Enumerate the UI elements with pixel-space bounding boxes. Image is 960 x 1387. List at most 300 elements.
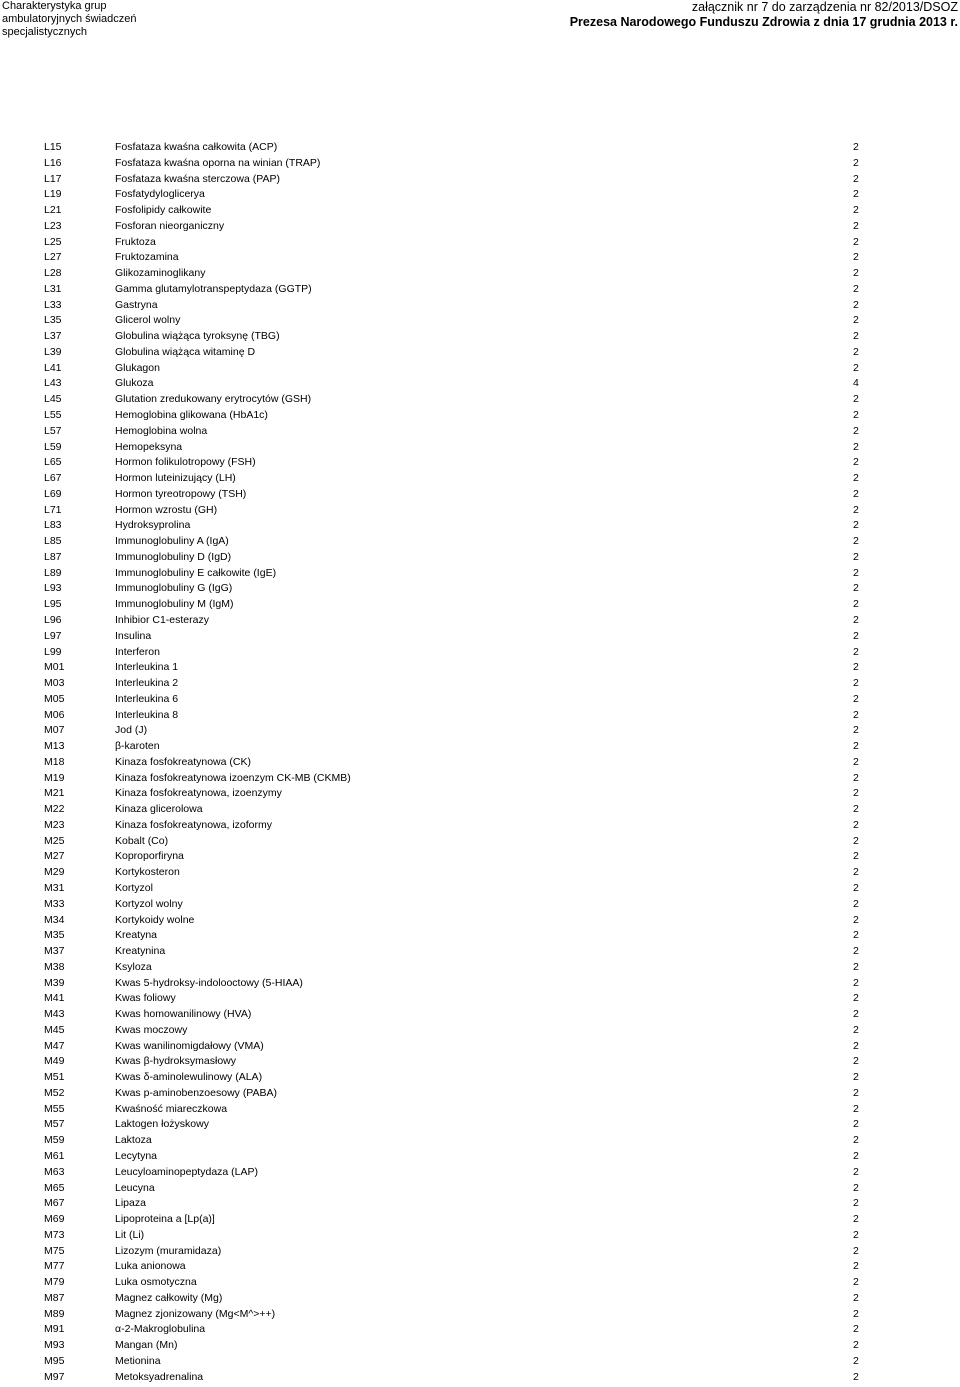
row-value: 2 (853, 440, 859, 453)
row-name: Kortykosteron (115, 866, 180, 879)
table-row (0, 834, 960, 850)
row-name: Inhibior C1-esterazy (115, 613, 209, 626)
table-row (0, 392, 960, 408)
row-code: M23 (44, 818, 65, 831)
row-value: 2 (853, 1339, 859, 1352)
row-name: Kortyzol (115, 881, 153, 894)
table-row (0, 1070, 960, 1086)
row-code: L93 (44, 582, 62, 595)
row-value: 2 (853, 1086, 859, 1099)
row-name: Luka osmotyczna (115, 1276, 197, 1289)
row-code: M63 (44, 1165, 65, 1178)
table-row (0, 692, 960, 708)
row-code: M65 (44, 1181, 65, 1194)
row-code: M55 (44, 1102, 65, 1115)
row-name: Hormon luteinizujący (LH) (115, 472, 236, 485)
row-code: L69 (44, 487, 62, 500)
table-row (0, 424, 960, 440)
table-row (0, 786, 960, 802)
row-code: L55 (44, 409, 62, 422)
table-row (0, 818, 960, 834)
row-name: Hormon tyreotropowy (TSH) (115, 487, 247, 500)
row-name: Fosfataza kwaśna sterczowa (PAP) (115, 172, 280, 185)
row-value: 2 (853, 1008, 859, 1021)
row-code: M59 (44, 1134, 65, 1147)
row-code: M79 (44, 1276, 65, 1289)
row-code: M22 (44, 803, 65, 816)
row-name: Mangan (Mn) (115, 1339, 178, 1352)
row-name: Jod (J) (115, 724, 148, 737)
table-row (0, 928, 960, 944)
row-code: L35 (44, 314, 62, 327)
row-code: L71 (44, 503, 62, 516)
table-row (0, 581, 960, 597)
row-name: Kwaśność miareczkowa (115, 1102, 228, 1115)
table-row (0, 187, 960, 203)
row-value: 2 (853, 1276, 859, 1289)
row-code: L17 (44, 172, 62, 185)
row-code: M13 (44, 740, 65, 753)
row-value: 2 (853, 156, 859, 169)
table-row (0, 376, 960, 392)
row-value: 2 (853, 1228, 859, 1241)
row-name: Interleukina 6 (115, 692, 179, 705)
row-code: M61 (44, 1150, 65, 1162)
row-value: 2 (853, 1150, 859, 1162)
row-value: 2 (853, 645, 859, 658)
table-row (0, 140, 960, 156)
row-value: 2 (853, 267, 859, 280)
row-name: Globulina wiążąca tyroksynę (TBG) (115, 330, 280, 343)
row-code: M75 (44, 1244, 65, 1257)
row-name: Immunoglobuliny A (IgA) (115, 535, 229, 548)
table-row (0, 1165, 960, 1181)
table-row (0, 897, 960, 913)
row-name: Ksyloza (115, 960, 152, 973)
row-name: Lipaza (115, 1197, 146, 1210)
row-name: Kwas δ-aminolewulinowy (ALA) (115, 1071, 263, 1084)
row-name: Glikozaminoglikany (115, 267, 206, 280)
row-value: 2 (853, 393, 859, 406)
table-row (0, 487, 960, 503)
row-name: Magnez całkowity (Mg) (115, 1291, 223, 1304)
row-code: L43 (44, 377, 62, 390)
row-name: Hydroksyprolina (115, 519, 191, 532)
table-row (0, 455, 960, 471)
row-name: Kortykoidy wolne (115, 913, 195, 926)
row-name: Lizozym (muramidaza) (115, 1244, 222, 1257)
row-value: 2 (853, 172, 859, 185)
row-code: M67 (44, 1197, 65, 1210)
row-code: L33 (44, 298, 62, 311)
row-code: L95 (44, 598, 62, 611)
row-name: Gamma glutamylotranspeptydaza (GGTP) (115, 282, 312, 295)
table-row (0, 944, 960, 960)
row-value: 2 (853, 613, 859, 626)
row-code: M57 (44, 1118, 65, 1131)
row-code: M97 (44, 1370, 65, 1383)
row-value: 2 (853, 582, 859, 595)
table-row (0, 1291, 960, 1307)
table-row (0, 298, 960, 314)
row-name: Kwas wanilinomigdałowy (VMA) (115, 1039, 264, 1052)
row-name: Kwas β-hydroksymasłowy (115, 1055, 236, 1068)
row-value: 2 (853, 755, 859, 768)
row-value: 2 (853, 456, 859, 469)
row-name: Interleukina 2 (115, 677, 179, 690)
row-code: M37 (44, 945, 65, 958)
table-row (0, 1354, 960, 1370)
row-name: Glukoza (115, 377, 154, 390)
row-name: Metionina (115, 1354, 161, 1367)
row-code: M29 (44, 866, 65, 879)
table-row (0, 1259, 960, 1275)
row-value: 2 (853, 1165, 859, 1178)
issuer-and-date: Prezesa Narodowego Funduszu Zdrowia z dnia 17 grudnia 2013 r. (569, 15, 958, 29)
row-code: L65 (44, 456, 62, 469)
table-row (0, 1322, 960, 1338)
document-header-right (570, 0, 958, 30)
table-row (0, 361, 960, 377)
row-code: L83 (44, 519, 62, 532)
table-row (0, 345, 960, 361)
row-value: 2 (853, 1071, 859, 1084)
table-row (0, 597, 960, 613)
table-row (0, 266, 960, 282)
row-code: L37 (44, 330, 62, 343)
header-left-line-2: ambulatoryjnych świadczeń (2, 13, 137, 25)
row-name: Kwas moczowy (115, 1023, 188, 1036)
table-row (0, 1149, 960, 1165)
attachment-reference: załącznik nr 7 do zarządzenia nr 82/2013/DSOZ (691, 0, 958, 14)
table-row (0, 156, 960, 172)
row-code: L23 (44, 219, 62, 232)
row-code: L41 (44, 361, 62, 374)
row-name: Interleukina 1 (115, 661, 179, 674)
table-row (0, 534, 960, 550)
row-code: M07 (44, 724, 65, 737)
row-name: Gastryna (115, 298, 158, 311)
table-row (0, 976, 960, 992)
row-code: M18 (44, 755, 65, 768)
row-code: M45 (44, 1023, 65, 1036)
row-value: 2 (853, 787, 859, 800)
row-name: Hemopeksyna (115, 440, 183, 453)
row-value: 2 (853, 141, 859, 153)
row-code: L96 (44, 613, 62, 626)
row-code: L97 (44, 629, 62, 642)
row-name: Kwas foliowy (115, 992, 176, 1005)
row-name: Kwas homowanilinowy (HVA) (115, 1008, 252, 1021)
row-name: β-karoten (115, 740, 160, 753)
row-code: M34 (44, 913, 65, 926)
row-name: Luka anionowa (115, 1260, 186, 1273)
row-value: 2 (853, 692, 859, 705)
row-value: 2 (853, 629, 859, 642)
row-name: Immunoglobuliny D (IgD) (115, 550, 232, 563)
row-code: L89 (44, 566, 62, 579)
row-value: 2 (853, 960, 859, 973)
row-code: L57 (44, 424, 62, 437)
row-code: M51 (44, 1071, 65, 1084)
table-row (0, 881, 960, 897)
table-row (0, 865, 960, 881)
row-value: 2 (853, 219, 859, 232)
row-value: 2 (853, 424, 859, 437)
row-value: 2 (853, 566, 859, 579)
row-name: Kreatynina (115, 945, 166, 958)
row-name: Immunoglobuliny E całkowite (IgE) (115, 566, 277, 579)
table-row (0, 739, 960, 755)
row-value: 2 (853, 503, 859, 516)
row-name: Lit (Li) (115, 1228, 145, 1241)
table-row (0, 849, 960, 865)
row-code: M93 (44, 1339, 65, 1352)
row-code: M33 (44, 897, 65, 910)
table-row (0, 1086, 960, 1102)
table-row (0, 235, 960, 251)
table-row (0, 1023, 960, 1039)
table-row (0, 408, 960, 424)
row-name: Fosfataza kwaśna całkowita (ACP) (115, 141, 278, 153)
row-name: Kwas 5-hydroksy-indolooctowy (5-HIAA) (115, 976, 303, 989)
row-value: 2 (853, 598, 859, 611)
row-code: M89 (44, 1307, 65, 1320)
row-value: 2 (853, 1370, 859, 1383)
table-row (0, 1054, 960, 1070)
row-value: 2 (853, 1102, 859, 1115)
row-code: L45 (44, 393, 62, 406)
row-code: M31 (44, 881, 65, 894)
row-value: 2 (853, 992, 859, 1005)
row-name: Laktogen łożyskowy (115, 1118, 209, 1131)
table-row (0, 660, 960, 676)
table-row (0, 503, 960, 519)
row-value: 2 (853, 235, 859, 248)
row-code: M05 (44, 692, 65, 705)
table-row (0, 518, 960, 534)
table-row (0, 329, 960, 345)
row-name: Insulina (115, 629, 152, 642)
row-code: M38 (44, 960, 65, 973)
row-code: M73 (44, 1228, 65, 1241)
row-code: L59 (44, 440, 62, 453)
row-name: Kortyzol wolny (115, 897, 183, 910)
row-name: Immunoglobuliny G (IgG) (115, 582, 233, 595)
row-code: M52 (44, 1086, 65, 1099)
row-value: 2 (853, 1055, 859, 1068)
table-row (0, 1133, 960, 1149)
table-row (0, 282, 960, 298)
table-row (0, 802, 960, 818)
row-name: Laktoza (115, 1134, 152, 1147)
row-value: 2 (853, 550, 859, 563)
table-row (0, 1039, 960, 1055)
row-value: 2 (853, 1213, 859, 1226)
row-name: Glutation zredukowany erytrocytów (GSH) (115, 393, 312, 406)
row-name: Hormon wzrostu (GH) (115, 503, 218, 516)
row-value: 2 (853, 1181, 859, 1194)
row-name: Fosfatydyloglicerya (115, 188, 205, 201)
row-code: M03 (44, 677, 65, 690)
row-value: 2 (853, 487, 859, 500)
row-value: 2 (853, 945, 859, 958)
row-code: L21 (44, 204, 62, 217)
row-code: L39 (44, 345, 62, 358)
row-code: L99 (44, 645, 62, 658)
row-code: M77 (44, 1260, 65, 1273)
row-code: M69 (44, 1213, 65, 1226)
row-code: M21 (44, 787, 65, 800)
table-row (0, 1244, 960, 1260)
row-value: 2 (853, 282, 859, 295)
row-code: L87 (44, 550, 62, 563)
table-row (0, 629, 960, 645)
table-row (0, 991, 960, 1007)
row-name: Metoksyadrenalina (115, 1370, 204, 1383)
row-name: Hemoglobina wolna (115, 424, 208, 437)
row-value: 2 (853, 298, 859, 311)
row-value: 2 (853, 330, 859, 343)
table-row (0, 960, 960, 976)
table-row (0, 250, 960, 266)
row-name: Fosfataza kwaśna oporna na winian (TRAP) (115, 156, 321, 169)
row-name: Fruktoza (115, 235, 156, 248)
row-name: Glicerol wolny (115, 314, 181, 327)
row-name: Kobalt (Co) (115, 834, 169, 847)
row-value: 2 (853, 677, 859, 690)
row-value: 2 (853, 803, 859, 816)
row-code: M49 (44, 1055, 65, 1068)
table-row (0, 203, 960, 219)
row-name: Fruktozamina (115, 251, 179, 264)
row-value: 2 (853, 866, 859, 879)
row-code: M27 (44, 850, 65, 863)
row-code: L31 (44, 282, 62, 295)
row-value: 2 (853, 724, 859, 737)
table-row (0, 566, 960, 582)
row-code: L27 (44, 251, 62, 264)
table-row (0, 1117, 960, 1133)
row-name: Interferon (115, 645, 160, 658)
row-name: Hemoglobina glikowana (HbA1c) (115, 409, 268, 422)
row-value: 2 (853, 661, 859, 674)
row-name: Fosforan nieorganiczny (115, 219, 225, 232)
row-value: 2 (853, 204, 859, 217)
row-code: M91 (44, 1323, 65, 1336)
table-row (0, 708, 960, 724)
table-row (0, 771, 960, 787)
header-left-line-3: specjalistycznych (2, 26, 87, 38)
table-row (0, 913, 960, 929)
table-row (0, 755, 960, 771)
table-row (0, 1102, 960, 1118)
row-value: 2 (853, 1118, 859, 1131)
table-row (0, 723, 960, 739)
table-row (0, 1370, 960, 1386)
row-value: 2 (853, 409, 859, 422)
row-name: Glukagon (115, 361, 160, 374)
row-value: 2 (853, 1023, 859, 1036)
row-value: 2 (853, 850, 859, 863)
row-value: 2 (853, 818, 859, 831)
row-name: Leucyna (115, 1181, 155, 1194)
row-value: 2 (853, 1244, 859, 1257)
row-code: M35 (44, 929, 65, 942)
procedure-table (0, 140, 960, 1385)
row-name: Kinaza glicerolowa (115, 803, 203, 816)
row-code: M47 (44, 1039, 65, 1052)
row-code: L28 (44, 267, 62, 280)
row-code: M39 (44, 976, 65, 989)
row-code: M87 (44, 1291, 65, 1304)
row-name: Lipoproteina a [Lp(a)] (115, 1213, 215, 1226)
table-row (0, 1181, 960, 1197)
table-row (0, 1007, 960, 1023)
row-value: 2 (853, 345, 859, 358)
row-name: Kinaza fosfokreatynowa, izoformy (115, 818, 272, 831)
row-code: L67 (44, 472, 62, 485)
row-value: 2 (853, 472, 859, 485)
table-row (0, 676, 960, 692)
row-name: Immunoglobuliny M (IgM) (115, 598, 234, 611)
row-value: 4 (853, 377, 859, 390)
row-value: 2 (853, 314, 859, 327)
row-code: M95 (44, 1354, 65, 1367)
row-value: 2 (853, 708, 859, 721)
row-value: 2 (853, 740, 859, 753)
row-value: 2 (853, 771, 859, 784)
row-name: Leucyloaminopeptydaza (LAP) (115, 1165, 259, 1178)
row-name: Interleukina 8 (115, 708, 179, 721)
row-name: Kinaza fosfokreatynowa, izoenzymy (115, 787, 282, 800)
table-row (0, 1307, 960, 1323)
row-code: M25 (44, 834, 65, 847)
row-code: M06 (44, 708, 65, 721)
table-row (0, 1212, 960, 1228)
row-name: Globulina wiążąca witaminę D (115, 345, 256, 358)
row-name: α-2-Makroglobulina (115, 1323, 206, 1336)
row-value: 2 (853, 1039, 859, 1052)
row-value: 2 (853, 251, 859, 264)
table-row (0, 313, 960, 329)
table-row (0, 471, 960, 487)
row-name: Lecytyna (115, 1150, 158, 1162)
row-value: 2 (853, 1307, 859, 1320)
row-name: Kreatyna (115, 929, 158, 942)
table-row (0, 613, 960, 629)
row-value: 2 (853, 881, 859, 894)
header-left-line-1: Charakterystyka grup (2, 0, 107, 12)
document-header-left (2, 0, 137, 39)
row-value: 2 (853, 1197, 859, 1210)
row-name: Kinaza fosfokreatynowa izoenzym CK-MB (CKMB) (115, 771, 351, 784)
row-value: 2 (853, 1134, 859, 1147)
row-name: Koproporfiryna (115, 850, 184, 863)
row-code: M01 (44, 661, 65, 674)
row-code: L15 (44, 141, 62, 153)
table-row (0, 645, 960, 661)
row-value: 2 (853, 1260, 859, 1273)
row-value: 2 (853, 929, 859, 942)
row-name: Kinaza fosfokreatynowa (CK) (115, 755, 251, 768)
row-name: Kwas p-aminobenzoesowy (PABA) (115, 1086, 278, 1099)
row-code: M19 (44, 771, 65, 784)
row-value: 2 (853, 188, 859, 201)
row-value: 2 (853, 535, 859, 548)
table-row (0, 1338, 960, 1354)
row-code: L25 (44, 235, 62, 248)
